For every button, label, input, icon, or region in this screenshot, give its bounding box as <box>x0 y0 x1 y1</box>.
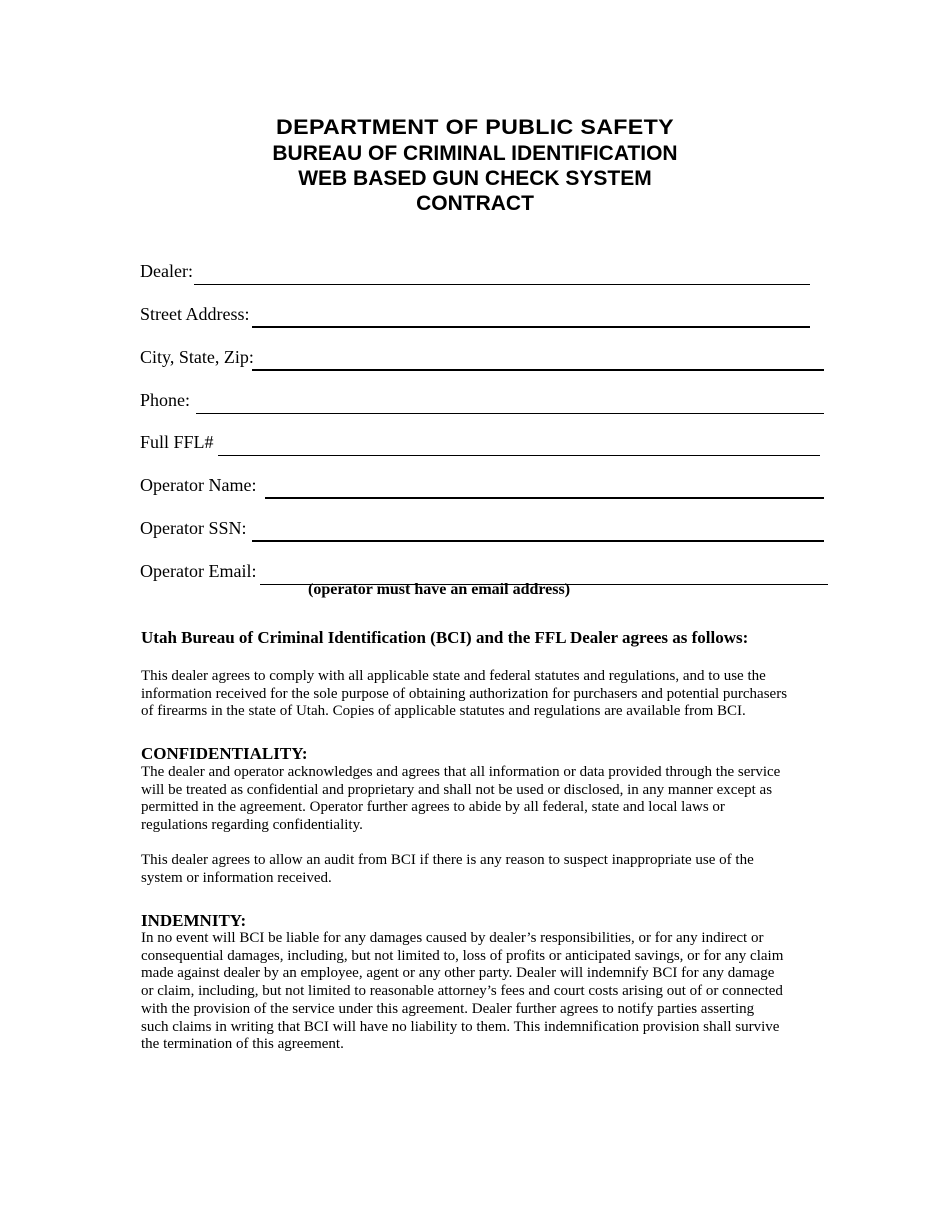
dealer-blank-line[interactable] <box>194 284 810 285</box>
paragraph-line: with the provision of the service under this agreement. Dealer further agrees to notify parties asserting <box>141 1000 755 1017</box>
paragraph-line: This dealer agrees to comply with all applicable state and federal statutes and regulations, and to use the <box>141 668 766 684</box>
street-address-blank-line[interactable] <box>252 326 810 328</box>
intro-paragraph <box>141 668 821 721</box>
indemnity-heading: INDEMNITY: <box>141 911 247 930</box>
paragraph-line: permitted in the agreement. Operator further agrees to abide by all federal, state and local laws or <box>141 799 725 816</box>
agreement-heading: Utah Bureau of Criminal Identification (BCI) and the FFL Dealer agrees as follows: <box>141 628 749 647</box>
paragraph-line: The dealer and operator acknowledges and agrees that all information or data provided through the service <box>141 764 781 780</box>
paragraph-line: information received for the sole purpose of obtaining authorization for purchasers and potential purchasers <box>141 685 788 702</box>
department-title: DEPARTMENT OF PUBLIC SAFETY <box>276 115 674 139</box>
indemnity-paragraph <box>141 930 821 1054</box>
paragraph-line: regulations regarding confidentiality. <box>141 817 363 834</box>
full-ffl-field <box>140 432 820 456</box>
city-state-zip-blank-line[interactable] <box>252 369 824 371</box>
city-state-zip-field <box>140 347 824 371</box>
phone-label: Phone: <box>140 390 191 410</box>
dealer-field <box>140 261 810 285</box>
operator-name-field <box>140 475 824 499</box>
paragraph-line: or claim, including, but not limited to reasonable attorney’s fees and court costs arising out of or connected <box>141 983 783 1000</box>
paragraph-line: This dealer agrees to allow an audit from BCI if there is any reason to suspect inappropriate use of the <box>141 852 754 868</box>
paragraph-line: made against dealer by an employee, agent or any other party. Dealer will indemnify BCI for any damage <box>141 965 775 982</box>
email-requirement-note: (operator must have an email address) <box>308 581 571 598</box>
street-address-field <box>140 304 810 328</box>
bureau-title: BUREAU OF CRIMINAL IDENTIFICATION <box>272 142 678 165</box>
paragraph-line: the termination of this agreement. <box>141 1036 344 1053</box>
operator-ssn-label: Operator SSN: <box>140 518 247 538</box>
full-ffl-blank-line[interactable] <box>218 455 820 456</box>
operator-ssn-field <box>140 518 824 542</box>
paragraph-line: system or information received. <box>141 869 332 886</box>
operator-email-label: Operator Email: <box>140 561 257 581</box>
system-title: WEB BASED GUN CHECK SYSTEM <box>298 167 652 190</box>
operator-name-label: Operator Name: <box>140 475 257 495</box>
phone-blank-line[interactable] <box>196 413 824 414</box>
operator-name-blank-line[interactable] <box>265 497 824 499</box>
paragraph-line: will be treated as confidential and proprietary and shall not be used or disclosed, in any manner except as <box>141 781 773 798</box>
paragraph-line: consequential damages, including, but not limited to, loss of profits or anticipated savings, or for any claim <box>141 947 784 964</box>
street-address-label: Street Address: <box>140 304 250 324</box>
paragraph-line: such claims in writing that BCI will have no liability to them. This indemnification provision shall survive <box>141 1018 780 1035</box>
paragraph-line: In no event will BCI be liable for any damages caused by dealer’s responsibilities, or for any indirect or <box>141 930 764 946</box>
operator-ssn-blank-line[interactable] <box>252 540 824 542</box>
audit-paragraph <box>141 852 821 887</box>
contract-title: CONTRACT <box>416 192 534 215</box>
city-state-zip-label: City, State, Zip: <box>140 347 254 367</box>
confidentiality-heading: CONFIDENTIALITY: <box>141 744 308 763</box>
paragraph-line: of firearms in the state of Utah. Copies of applicable statutes and regulations are available from BCI. <box>141 703 746 720</box>
confidentiality-paragraph <box>141 764 821 835</box>
full-ffl-label: Full FFL# <box>140 432 214 452</box>
phone-field <box>140 390 824 414</box>
dealer-label: Dealer: <box>140 261 193 281</box>
